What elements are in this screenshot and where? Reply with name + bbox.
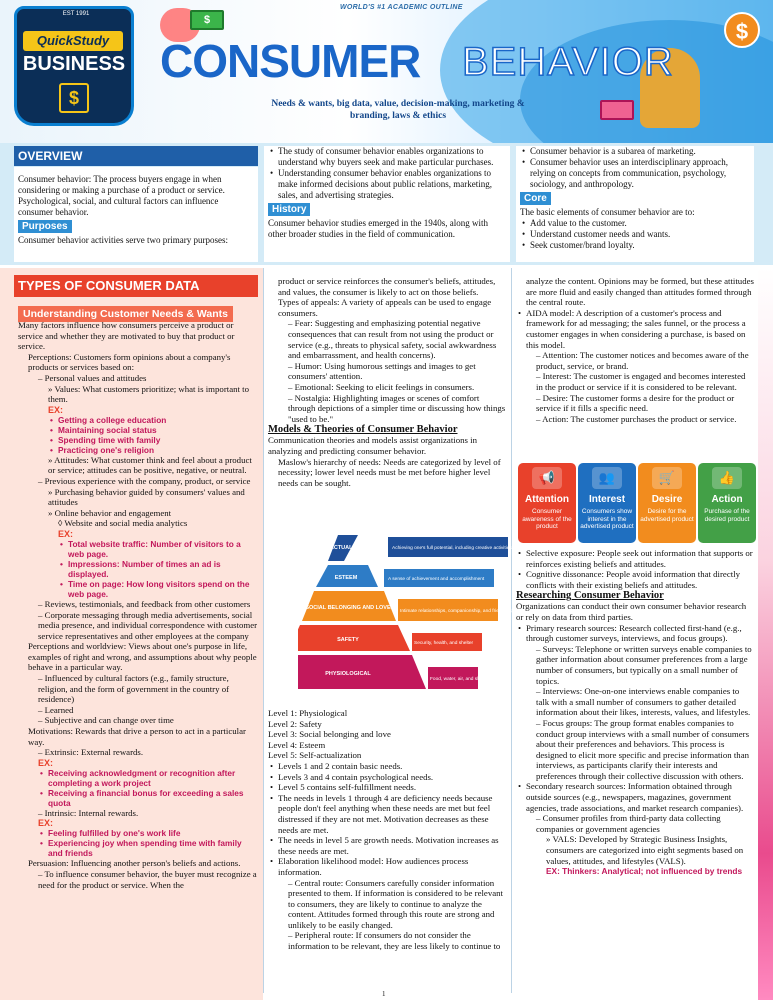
continued-text: analyze the content. Opinions may be formed, but these attitudes are more fluid and easily changed than attitudes formed through the central route. [526, 276, 754, 308]
factors-text: Psychological, social, and cultural factors can influence consumer behavior. [18, 196, 219, 217]
list-item: • The study of consumer behavior enables organizations to understand why buyers seek and make particular purchases. [268, 146, 506, 168]
perceptions-text: Perceptions: Customers form opinions about a company's products or services based on: [28, 351, 231, 373]
quickstudy-badge [14, 6, 134, 126]
fear-appeal: – Fear: Suggesting and emphasizing potential negative consequences that can result from not using the product or service (e.g., threats to physical safety, social awkwardness and embarrassment, and health concerns). [288, 318, 497, 361]
pyramid-label: SOCIAL BELONGING AND LOVE [305, 605, 391, 611]
worldview-sub: – Learned [38, 704, 74, 715]
megaphone-icon: 📢 [532, 467, 562, 489]
needs-wants-subheading: Understanding Customer Needs & Wants [18, 306, 233, 322]
list-item: • Consumer behavior is a subarea of marketing. [520, 146, 750, 157]
credit-card-icon [600, 100, 634, 120]
types-heading: TYPES OF CONSUMER DATA [14, 275, 258, 297]
pyramid-label: ESTEEM [334, 575, 358, 581]
emotional-appeal: – Emotional: Seeking to elicit feelings in consumers. [288, 381, 475, 392]
website-analytics: ◊ Website and social media analytics [58, 518, 188, 529]
pyramid-desc: Achieving one's full potential, including creative activities [392, 546, 512, 551]
example-item: • Practicing one's religion [48, 445, 258, 455]
worldview-sub: – Influenced by cultural factors (e.g., family structure, religion, and the form of government in the country of residence) [38, 673, 230, 705]
reviews-text: – Reviews, testimonials, and feedback from other customers [38, 598, 251, 609]
shopping-cart-icon: 🛒 [652, 467, 682, 489]
pyramid-label: SAFETY [337, 637, 359, 643]
aida-box-desc: Purchase of the desired product [704, 508, 750, 523]
badge-est: EST 1991 [62, 11, 90, 17]
focus-groups-text: – Focus groups: The group format enables companies to conduct group interviews with a small number of consumers about their preferences and behaviors. This process is designed to elicit more specific and precise information than interviews, as participants clarify their interests and preferences through their collective discussion with others. [536, 717, 750, 781]
column-3 [516, 276, 754, 424]
aida-attention: – Attention: The customer notices and becomes aware of the product, service, or brand. [536, 350, 749, 371]
aida-box-name: Attention [525, 494, 569, 505]
peripheral-route: – Peripheral route: If consumers do not consider the information to be relevant, they are less likely to continue to [288, 930, 501, 952]
aida-box-action [698, 463, 756, 543]
models-intro: Communication theories and models assist organizations in analyzing and predicting consumer behavior. [268, 435, 477, 456]
aida-box-desc: Desire for the advertised product [640, 508, 694, 523]
aida-box-name: Desire [651, 494, 683, 505]
aida-desire: – Desire: The customer forms a desire for the product or service if it fills a specific need. [536, 392, 735, 414]
purposes-intro: Consumer behavior activities serve two primary purposes: [18, 235, 228, 245]
motivations-text: Motivations: Rewards that drive a person to act in a particular way. [28, 726, 246, 747]
vals-text: » VALS: Developed by Strategic Business Insights, consumers are categorized into eight segments based on values, attitudes, and lifestyles (VALS). [546, 834, 744, 866]
nostalgia-appeal: – Nostalgia: Highlighting images or scenes of comfort through depictions of a simpler time or discussing how things "used to be." [288, 392, 506, 424]
purchasing-behavior: » Purchasing behavior guided by consumers' values and attitudes [48, 486, 245, 508]
column-divider [263, 268, 264, 993]
history-text: Consumer behavior studies emerged in the 1940s, along with other broader studies in the field of communication. [268, 218, 489, 239]
example-item: • Total website traffic: Number of visitors to a web page. [58, 539, 258, 559]
persuasion-text: Persuasion: Influencing another person's beliefs and actions. [28, 858, 241, 869]
aida-box-interest [578, 463, 636, 543]
research-intro: Organizations can conduct their own consumer behavior research or rely on data from third parties. [516, 601, 747, 622]
overview-mid-panel [264, 146, 510, 262]
level-4: Level 4: Esteem [268, 739, 326, 750]
personal-values: – Personal values and attitudes [38, 372, 147, 383]
values-text: » Values: What customers prioritize; what is important to them. [48, 383, 249, 405]
list-item: • Elaboration likelihood model: How audiences process information. [268, 856, 506, 877]
cognitive-dissonance: • Cognitive dissonance: People avoid information that directly conflicts with their existing beliefs and attitudes. [516, 569, 754, 590]
intro-text: Many factors influence how consumers perceive a product or service and whether they are motivated to buy that product or service. [18, 320, 235, 352]
example-item: • Experiencing joy when spending time with family and friends [38, 838, 258, 858]
dollar-coin-icon: $ [724, 12, 760, 48]
column-1 [18, 320, 258, 890]
overview-heading: OVERVIEW [14, 146, 258, 166]
aida-model: • AIDA model: A description of a customer's process and framework for ad messaging; the sales funnel, or the process a customer engages in when considering a purchase, is based on this model. [516, 308, 754, 350]
subtitle: Needs & wants, big data, value, decision-making, marketing & branding, laws & ethics [271, 99, 525, 121]
pyramid-label: SELF-ACTUALIZATION [313, 545, 375, 551]
level-5: Level 5: Self-actualization [268, 750, 362, 761]
ex-label: EX: [38, 818, 54, 829]
list-item: • Add value to the customer. [520, 218, 750, 229]
right-edge-decoration [758, 268, 773, 1000]
attitudes-text: » Attitudes: What customer think and feel about a product or service; attitudes can be positive, negative, or neutral. [48, 454, 252, 476]
title-part2: BEHAVIOR [462, 40, 674, 84]
persuasion-sub: – To influence consumer behavior, the buyer must recognize a need for the product or service. When the [38, 869, 257, 890]
badge-subject: BUSINESS [22, 53, 126, 75]
secondary-sources: • Secondary research sources: Information obtained through outside sources (e.g., newspapers, magazines, government agencies, trade associations, and market research companies). [516, 781, 754, 813]
appeals-text: Types of appeals: A variety of appeals can be used to engage consumers. [278, 297, 492, 318]
list-item: • Seek customer/brand loyalty. [520, 240, 750, 251]
pyramid-desc: Food, water, air, and sleep [430, 677, 487, 682]
perceptions-worldview: Perceptions and worldview: Views about one's purpose in life, examples of right and wrong, and assumptions about why people behave in a particular way. [28, 641, 257, 673]
intrinsic-text: – Intrinsic: Internal rewards. [38, 807, 139, 818]
example-item: • Getting a college education [48, 415, 258, 425]
core-heading: Core [520, 192, 551, 205]
list-item: • Understand customer needs and wants. [520, 229, 750, 240]
list-item: • The needs in level 5 are growth needs. Motivation increases as these needs are met. [268, 835, 506, 856]
maslow-text: Maslow's hierarchy of needs: Needs are categorized by level of necessity; lower level needs must be met before higher level needs can be sought. [278, 456, 501, 488]
level-1: Level 1: Physiological [268, 708, 348, 718]
people-icon: 👥 [592, 467, 622, 489]
money-bill-icon: $ [190, 10, 224, 30]
tagline: WORLD'S #1 ACADEMIC OUTLINE [340, 4, 463, 11]
aida-box-desc: Consumers show interest in the advertised product [580, 508, 634, 530]
page-number: 1 [382, 990, 386, 998]
money-screen-icon: $ [59, 83, 89, 113]
selective-exposure: • Selective exposure: People seek out information that supports or reinforces existing beliefs and attitudes. [516, 548, 754, 569]
aida-interest: – Interest: The customer is engaged and becomes interested in the product or service if it is considered to be relevant. [536, 371, 746, 392]
corporate-messaging: – Corporate messaging through media advertisements, social media presence, and individual correspondence with customer service representatives and other employees at the company [38, 609, 258, 641]
consumer-profiles: – Consumer profiles from third-party data collecting companies or government agencies [536, 813, 721, 834]
level-2: Level 2: Safety [268, 718, 322, 729]
consumer-behavior-def: Consumer behavior: The process buyers engage in when considering or making a purchase of a product or service. [18, 174, 225, 195]
example-item: • Time on page: How long visitors spend on the web page. [58, 579, 258, 599]
list-item: • Understanding consumer behavior enables organizations to make informed decisions about public relations, marketing, sales, and advertising strategies. [268, 168, 506, 201]
thumbs-up-icon: 👍 [712, 467, 742, 489]
title-part1: CONSUMER [160, 35, 421, 87]
example-item: • Spending time with family [48, 435, 258, 445]
primary-sources: • Primary research sources: Research collected first-hand (e.g., through customer surveys, interviews, and focus groups). [516, 623, 754, 644]
research-heading: Researching Consumer Behavior [516, 590, 664, 602]
aida-action: – Action: The customer purchases the product or service. [536, 413, 737, 424]
aida-box-attention [518, 463, 576, 543]
pyramid-label: PHYSIOLOGICAL [325, 671, 371, 677]
surveys-text: – Surveys: Telephone or written surveys enable companies to gather information about consumer preferences from a large number of consumers, but typically on a small number of topics. [536, 643, 752, 686]
aida-box-desire [638, 463, 696, 543]
example-item: • Maintaining social status [48, 425, 258, 435]
purposes-heading: Purposes [18, 220, 72, 233]
core-intro: The basic elements of consumer behavior are to: [520, 207, 695, 217]
models-heading: Models & Theories of Consumer Behavior [268, 424, 458, 436]
central-route: – Central route: Consumers carefully consider information presented to them. If information is considered to be relevant to consumers, they are likely to continue to analyze the content. Attitudes formed through this route are strong and unlikely to be easily changed. [288, 877, 503, 930]
pyramid-desc: A sense of achievement and accomplishment [388, 577, 485, 582]
example-item: • Feeling fulfilled by one's work life [38, 828, 258, 838]
level-3: Level 3: Social belonging and love [268, 729, 391, 740]
example-item: • Receiving a financial bonus for exceeding a sales quota [38, 788, 258, 808]
ex-label: EX: [48, 404, 64, 415]
list-item: • Levels 3 and 4 contain psychological needs. [268, 772, 506, 783]
pyramid-desc: Security, health, and shelter [414, 641, 474, 646]
interviews-text: – Interviews: One-on-one interviews enable companies to talk with a small number of consumers to gather detailed information about their likes, interests, values, and lifestyles. [536, 686, 751, 718]
aida-box-name: Action [711, 494, 743, 505]
vals-example: EX: Thinkers: Analytical; not influenced by trends [546, 866, 743, 877]
example-item: • Impressions: Number of times an ad is displayed. [58, 559, 258, 579]
extrinsic-text: – Extrinsic: External rewards. [38, 747, 144, 758]
brand-logo: QuickStudy [23, 31, 123, 51]
column-3-lower [516, 548, 754, 876]
list-item: • Levels 1 and 2 contain basic needs. [268, 761, 506, 772]
ex-label: EX: [58, 528, 74, 539]
humor-appeal: – Humor: Using humorous settings and images to get consumers' attention. [288, 360, 476, 382]
pyramid-desc: Intimate relationships, companionship, and friendship [400, 609, 514, 614]
example-item: • Receiving acknowledgment or recognition after completing a work project [38, 768, 258, 788]
list-item: • Consumer behavior uses an interdisciplinary approach, relying on concepts from communication, psychology, sociology, and anthropology. [520, 157, 750, 190]
worldview-sub: – Subjective and can change over time [38, 715, 174, 726]
continued-text: product or service reinforces the consumer's beliefs, attitudes, and values, the consumer is likely to act on those beliefs. [278, 276, 496, 297]
maslow-pyramid [298, 525, 518, 705]
overview-right-panel [516, 146, 754, 262]
overview-left-panel [14, 167, 258, 262]
aida-box-desc: Consumer awareness of the product [522, 508, 572, 530]
list-item: • Level 5 contains self-fulfillment needs. [268, 782, 506, 793]
ex-label: EX: [38, 757, 54, 768]
prev-experience: – Previous experience with the company, product, or service [38, 475, 251, 486]
list-item: • The needs in levels 1 through 4 are deficiency needs because people don't feel anything when these needs are met but feel distressed if they are not met. Motivation decreases as these needs are met. [268, 793, 506, 835]
column-2-lower [268, 708, 506, 952]
column-2 [268, 276, 506, 488]
history-heading: History [268, 203, 310, 216]
online-behavior: » Online behavior and engagement [48, 507, 172, 518]
aida-box-name: Interest [588, 494, 626, 505]
